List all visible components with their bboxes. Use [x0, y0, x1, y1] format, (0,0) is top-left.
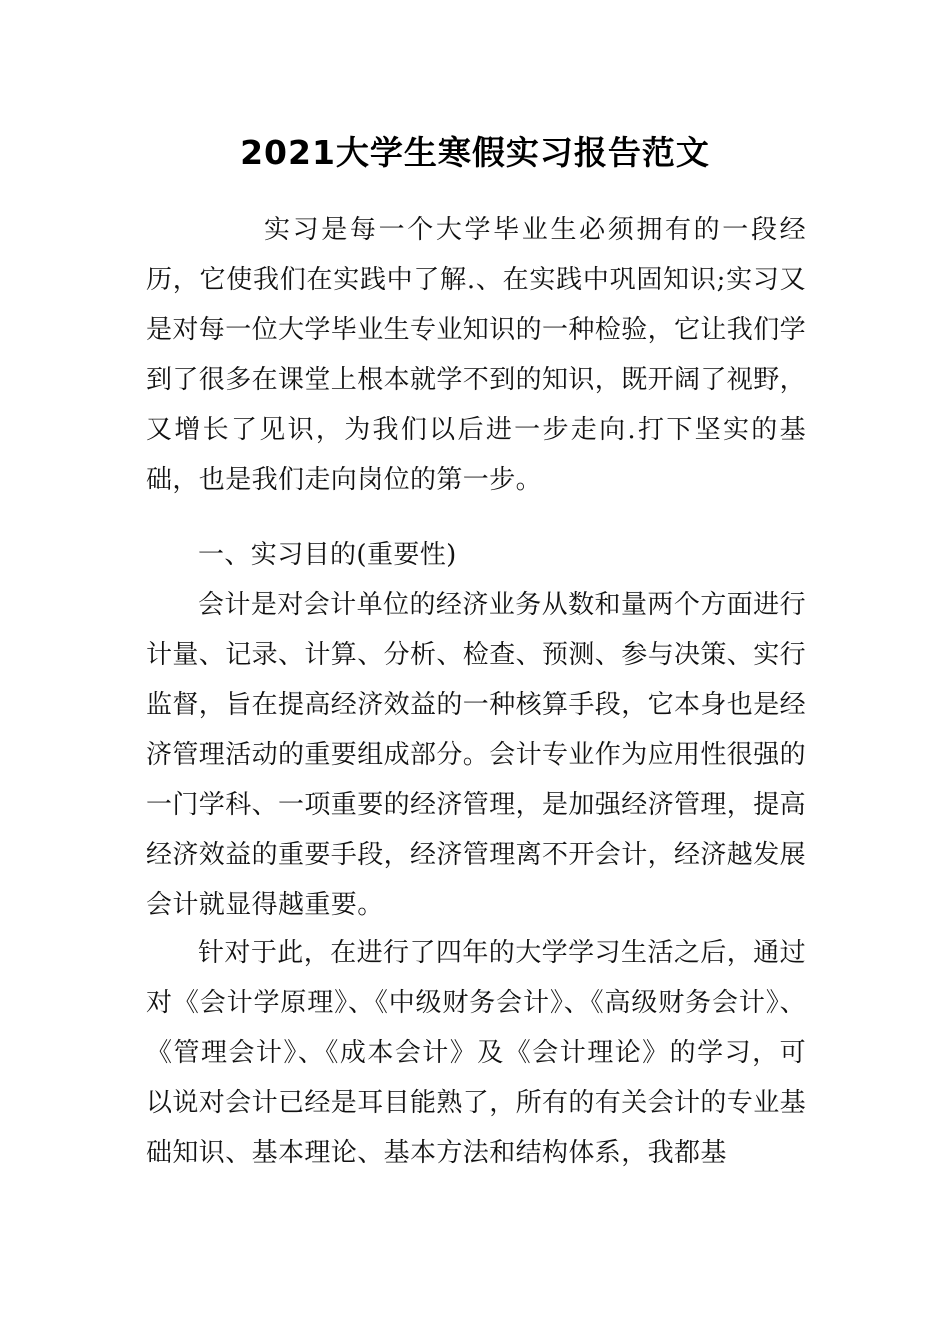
section-heading-text: 一、实习目的(重要性) — [198, 540, 457, 570]
paragraph-intro — [146, 205, 806, 505]
paragraph-text: 会计是对会计单位的经济业务从数和量两个方面进行计量、记录、计算、分析、检查、预测、参与决策、实行监督，旨在提高经济效益的一种核算手段，它本身也是经济管理活动的重要组成部分。会计专业作为应用性很强的一门学科、一项重要的经济管理，是加强经济管理，提高经济效益的重要手段，经济管理离不开会计，经济越发展会计就显得越重要。 — [146, 590, 807, 920]
paragraph-study — [146, 928, 806, 1178]
document-title: 2021大学生寒假实习报告范文 — [240, 133, 710, 172]
paragraph-accounting — [146, 580, 806, 930]
section-heading — [146, 530, 806, 580]
paragraph-text: 针对于此，在进行了四年的大学学习生活之后，通过对《会计学原理》、《中级财务会计》、《高级财务会计》、《管理会计》、《成本会计》及《会计理论》的学习，可以说对会计已经是耳目能熟了，所有的有关会计的专业基础知识、基本理论、基本方法和结构体系，我都基 — [146, 938, 807, 1168]
paragraph-text: 实习是每一个大学毕业生必须拥有的一段经历，它使我们在实践中了解.、在实践中巩固知识;实习又是对每一位大学毕业生专业知识的一种检验，它让我们学到了很多在课堂上根本就学不到的知识，既开阔了视野，又增长了见识，为我们以后进一步走向.打下坚实的基础，也是我们走向岗位的第一步。 — [146, 215, 807, 495]
